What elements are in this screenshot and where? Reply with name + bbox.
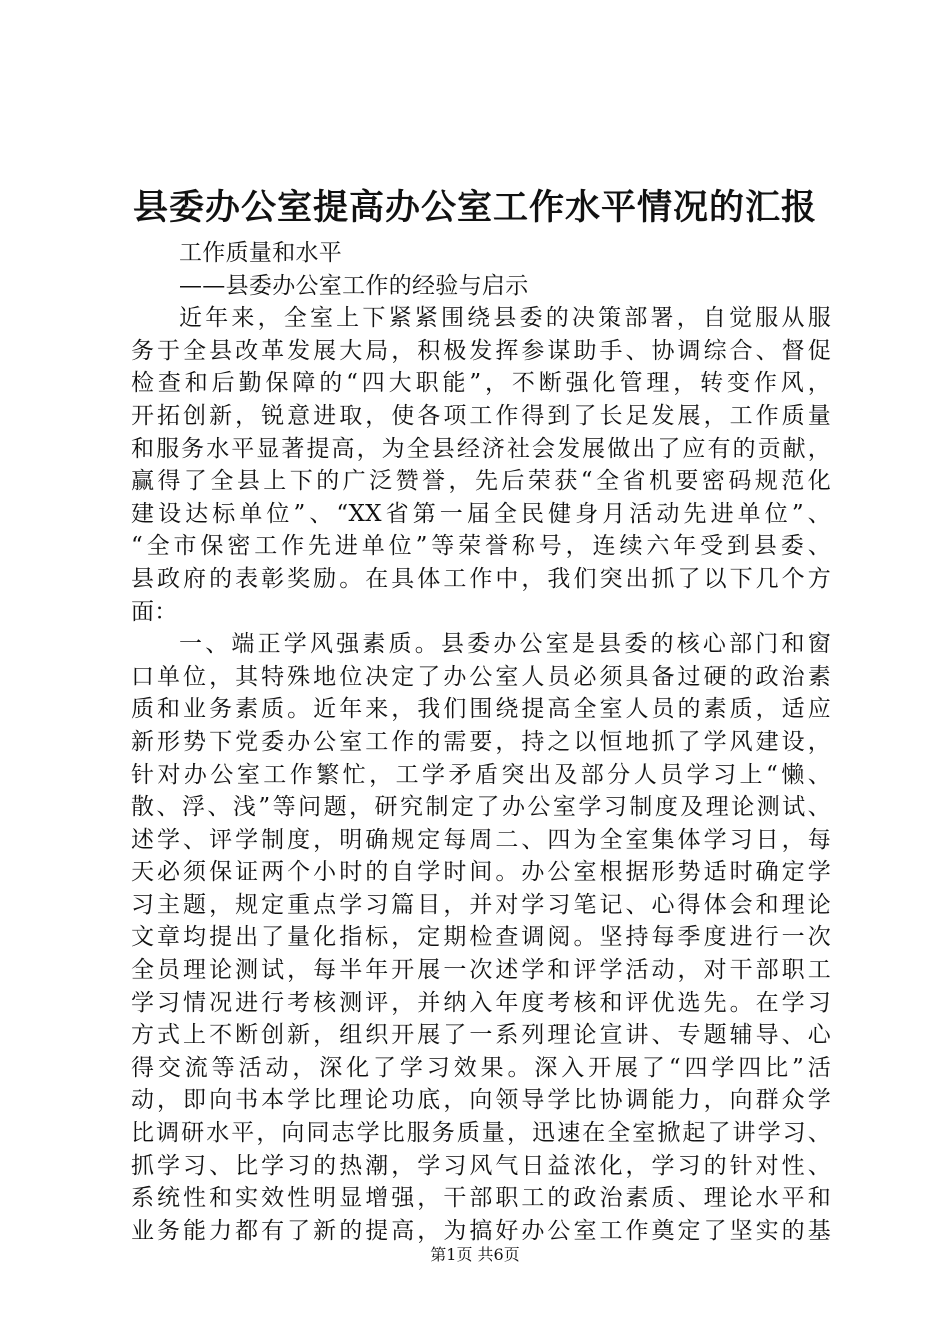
paragraph-line: 方式上不断创新，组织开展了一系列理论宣讲、专题辅导、心 [131, 1022, 831, 1049]
paragraph-line: 散、浮、浅”等问题，研究制定了办公室学习制度及理论测试、 [131, 794, 831, 821]
paragraph-line: 比调研水平，向同志学比服务质量，迅速在全室掀起了讲学习、 [131, 1120, 831, 1147]
paragraph-line: 建设达标单位”、“XX省第一届全民健身月活动先进单位”、 [131, 500, 831, 527]
page-footer: 第1页 共6页 [430, 1245, 520, 1264]
paragraph-line: 质和业务素质。近年来，我们围绕提高全室人员的素质，适应 [131, 696, 831, 723]
paragraph-line: 面： [131, 598, 178, 625]
paragraph-line: 业务能力都有了新的提高，为搞好办公室工作奠定了坚实的基 [131, 1217, 831, 1244]
paragraph-line: 系统性和实效性明显增强，干部职工的政治素质、理论水平和 [131, 1185, 831, 1212]
paragraph-line: 述学、评学制度，明确规定每周二、四为全室集体学习日，每 [131, 826, 831, 853]
paragraph-line: 学习情况进行考核测评，并纳入年度考核和评优选先。在学习 [131, 989, 831, 1016]
paragraph-line: “全市保密工作先进单位”等荣誉称号，连续六年受到县委、 [131, 533, 831, 560]
paragraph-line: 抓学习、比学习的热潮，学习风气日益浓化，学习的针对性、 [131, 1152, 831, 1179]
paragraph-line: 天必须保证两个小时的自学时间。办公室根据形势适时确定学 [131, 859, 831, 886]
document-body [131, 237, 831, 1247]
subtitle-line: 工作质量和水平 [179, 240, 343, 266]
paragraph-line: 检查和后勤保障的“四大职能”，不断强化管理，转变作风， [131, 370, 831, 397]
subtitle-line: ——县委办公室工作的经验与启示 [179, 272, 529, 299]
paragraph-line: 得交流等活动，深化了学习效果。深入开展了“四学四比”活 [131, 1054, 831, 1081]
paragraph-line: 开拓创新，锐意进取，使各项工作得到了长足发展，工作质量 [131, 402, 831, 429]
paragraph-line: 新形势下党委办公室工作的需要，持之以恒地抓了学风建设， [131, 728, 831, 755]
paragraph-line: 口单位，其特殊地位决定了办公室人员必须具备过硬的政治素 [131, 663, 831, 690]
paragraph-line: 全员理论测试，每半年开展一次述学和评学活动，对干部职工 [131, 957, 831, 984]
paragraph-line: 近年来，全室上下紧紧围绕县委的决策部署，自觉服从服 [179, 305, 831, 332]
paragraph-line: 务于全县改革发展大局，积极发挥参谋助手、协调综合、督促 [131, 337, 831, 364]
document-title: 县委办公室提高办公室工作水平情况的汇报 [132, 187, 817, 228]
paragraph-line: 县政府的表彰奖励。在具体工作中，我们突出抓了以下几个方 [131, 565, 831, 592]
paragraph-line: 文章均提出了量化指标，定期检查调阅。坚持每季度进行一次 [131, 924, 831, 951]
paragraph-line: 一、端正学风强素质。县委办公室是县委的核心部门和窗 [179, 631, 831, 658]
paragraph-line: 针对办公室工作繁忙，工学矛盾突出及部分人员学习上“懒、 [131, 761, 831, 788]
paragraph-line: 习主题，规定重点学习篇目，并对学习笔记、心得体会和理论 [131, 891, 831, 918]
paragraph-line: 动，即向书本学比理论功底，向领导学比协调能力，向群众学 [131, 1087, 831, 1114]
paragraph-line: 和服务水平显著提高，为全县经济社会发展做出了应有的贡献， [131, 435, 831, 462]
paragraph-line: 赢得了全县上下的广泛赞誉，先后荣获“全省机要密码规范化 [131, 468, 831, 495]
